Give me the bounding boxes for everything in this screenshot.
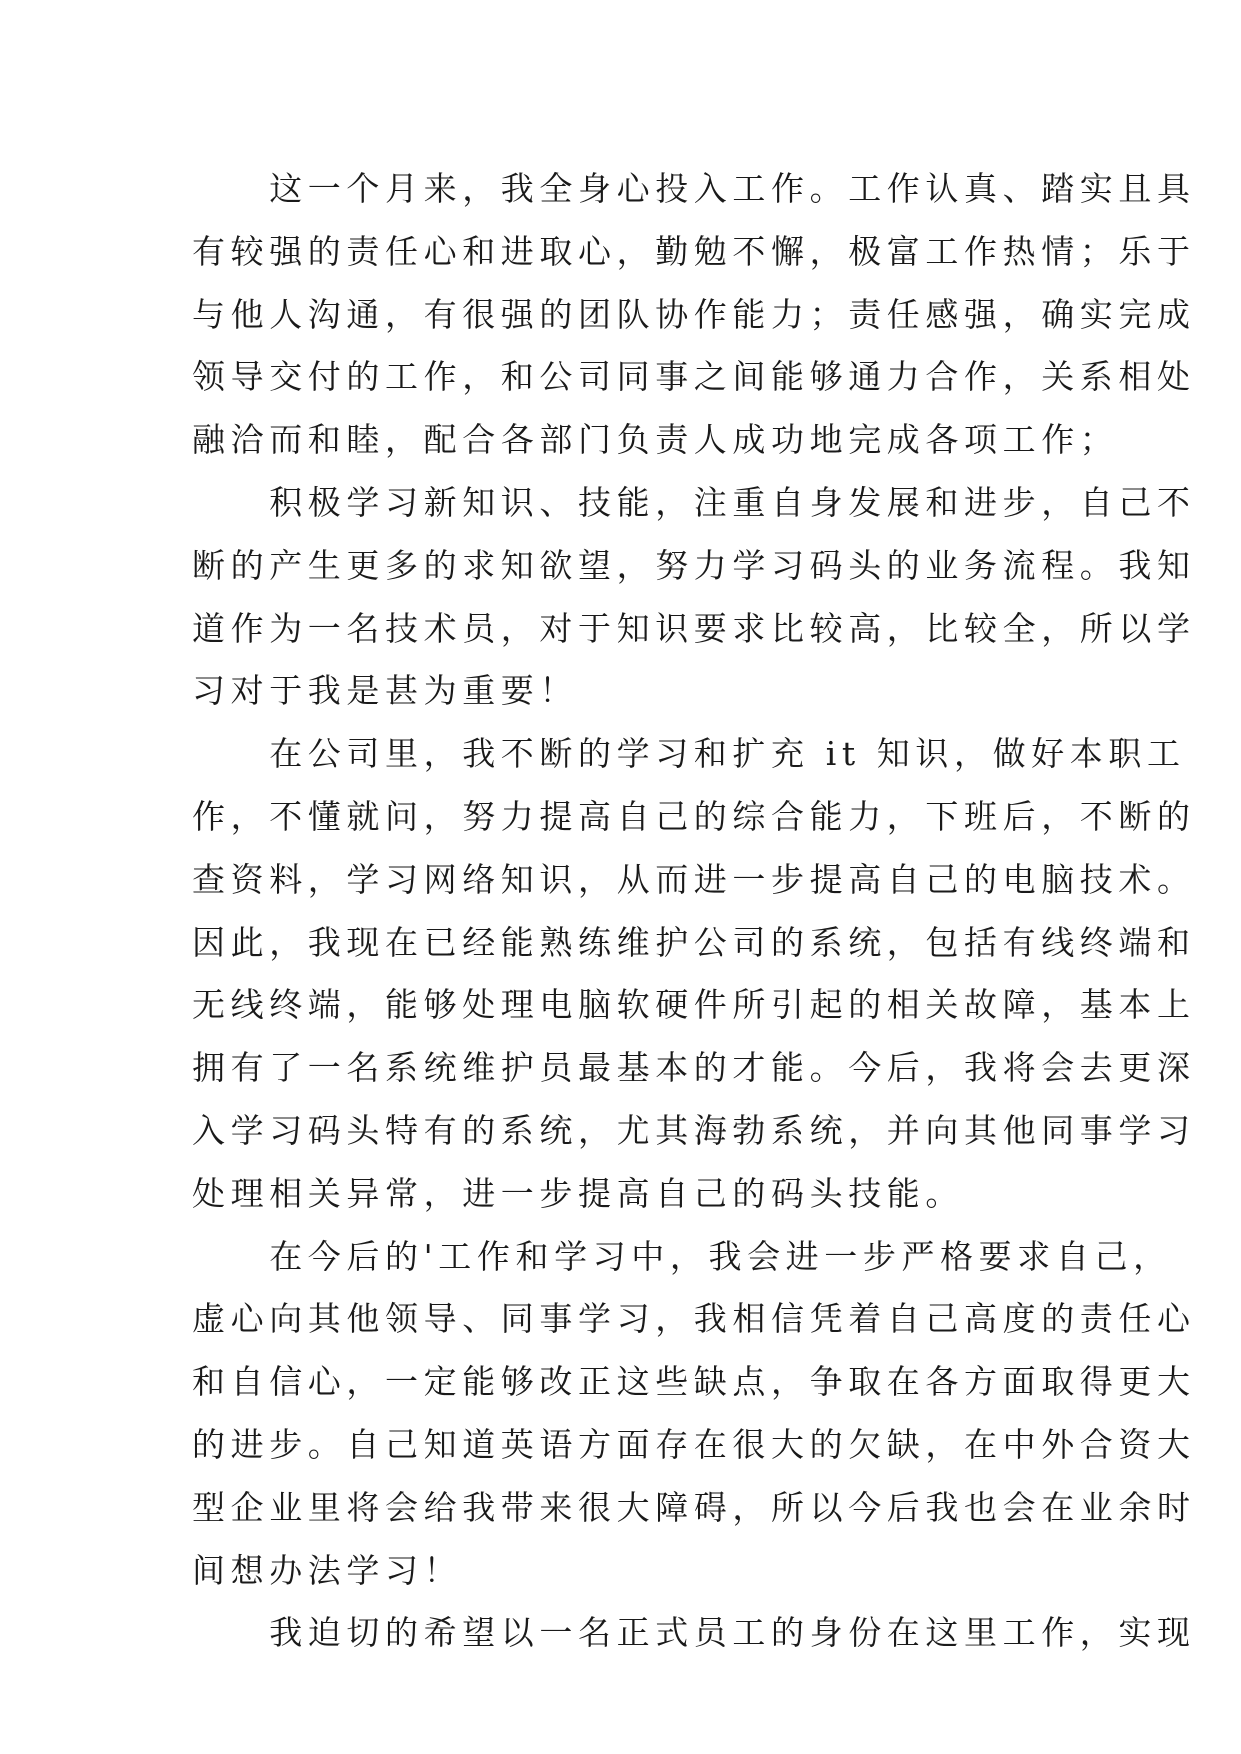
text-line: 与他人沟通，有很强的团队协作能力；责任感强，确实完成	[192, 294, 1196, 334]
text-line: 处理相关异常，进一步提高自己的码头技能。	[192, 1173, 964, 1213]
text-line: 间想办法学习！	[192, 1550, 463, 1590]
text-line: 习对于我是甚为重要！	[192, 671, 578, 711]
text-line: 我迫切的希望以一名正式员工的身份在这里工作，实现	[192, 1613, 1196, 1653]
text-line: 查资料，学习网络知识，从而进一步提高自己的电脑技术。	[192, 859, 1196, 899]
text-line: 虚心向其他领导、同事学习，我相信凭着自己高度的责任心	[192, 1299, 1196, 1339]
text-line: 入学习码头特有的系统，尤其海勃系统，并向其他同事学习	[192, 1110, 1196, 1150]
text-line: 因此，我现在已经能熟练维护公司的系统，包括有线终端和	[192, 922, 1196, 962]
text-line: 断的产生更多的求知欲望，努力学习码头的业务流程。我知	[192, 545, 1196, 585]
text-line: 这一个月来，我全身心投入工作。工作认真、踏实且具	[192, 169, 1196, 208]
text-line: 的进步。自己知道英语方面存在很大的欠缺，在中外合资大	[192, 1424, 1196, 1464]
text-line: 在今后的'工作和学习中，我会进一步严格要求自己，	[192, 1236, 1172, 1276]
text-line: 领导交付的工作，和公司同事之间能够通力合作，关系相处	[192, 357, 1196, 397]
text-line: 积极学习新知识、技能，注重自身发展和进步，自己不	[192, 482, 1196, 522]
document-body	[192, 158, 1196, 1665]
text-line: 在公司里，我不断的学习和扩充 it 知识，做好本职工	[192, 734, 1186, 774]
text-line: 作，不懂就问，努力提高自己的综合能力，下班后，不断的	[192, 796, 1196, 836]
text-line: 拥有了一名系统维护员最基本的才能。今后，我将会去更深	[192, 1048, 1196, 1088]
text-line: 融洽而和睦，配合各部门负责人成功地完成各项工作；	[192, 420, 1119, 460]
text-line: 型企业里将会给我带来很大障碍，所以今后我也会在业余时	[192, 1487, 1196, 1527]
text-line: 无线终端，能够处理电脑软硬件所引起的相关故障，基本上	[192, 985, 1196, 1025]
text-line: 道作为一名技术员，对于知识要求比较高，比较全，所以学	[192, 608, 1196, 648]
text-line: 有较强的责任心和进取心，勤勉不懈，极富工作热情；乐于	[192, 231, 1196, 271]
text-line: 和自信心，一定能够改正这些缺点，争取在各方面取得更大	[192, 1362, 1196, 1402]
